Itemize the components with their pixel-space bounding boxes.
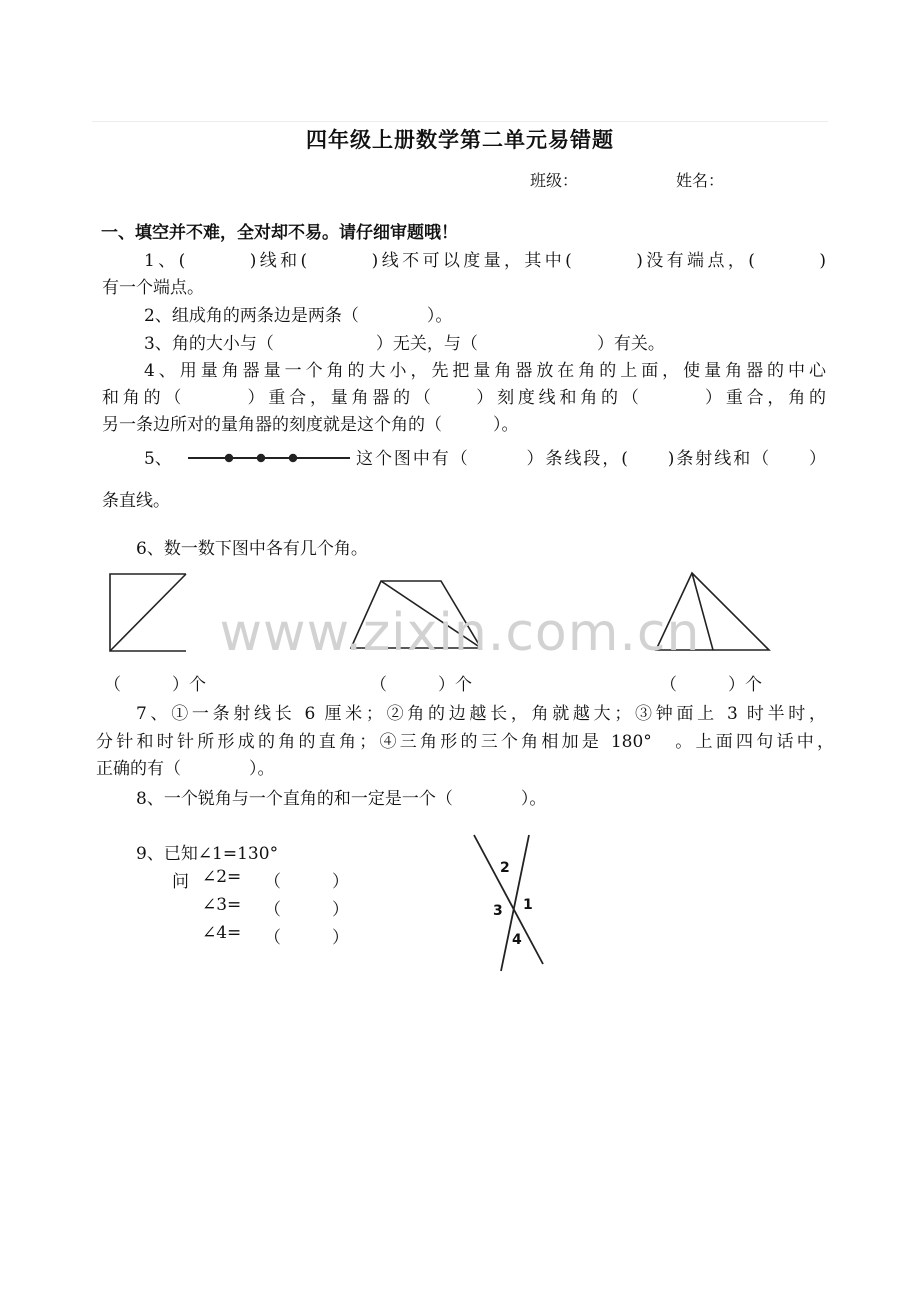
angle-2-mark: 2: [500, 860, 510, 876]
question-9-ask: 问: [172, 872, 189, 892]
question-4-line-2: 和角的（ ）重合，量角器的（ ）刻度线和角的（ ）重合，角的: [102, 388, 826, 408]
angle-2-label: ∠2=: [202, 867, 242, 887]
question-1-line-1: 1、( )线和( )线不可以度量，其中( )没有端点，( ): [144, 251, 826, 271]
q5-point-3: [290, 455, 296, 461]
question-4-line-3: 另一条边所对的量角器的刻度就是这个角的（ ）。: [102, 415, 519, 435]
question-4-line-1: 4、用量角器量一个角的大小，先把量角器放在角的上面，使量角器的中心: [144, 361, 826, 381]
question-7-line-1: 7、①一条射线长 6 厘米；②角的边越长，角就越大；③钟面上 3 时半时，: [136, 704, 826, 724]
question-5-line-2: 条直线。: [102, 491, 170, 511]
q5-line-figure: [188, 455, 350, 461]
angle-4-blank: （ ）: [264, 928, 349, 948]
angle-3-blank: （ ）: [264, 900, 349, 920]
question-3: 3、角的大小与（ ）无关，与（ ）有关。: [144, 334, 665, 354]
question-5-text: 这个图中有（ ）条线段，( )条射线和（ ）: [356, 449, 826, 469]
angle-4-mark: 4: [512, 932, 522, 948]
angle-2-blank: （ ）: [264, 872, 349, 892]
question-2: 2、组成角的两条边是两条（ ）。: [144, 306, 453, 326]
section-heading: 一、填空并不难，全对却不易。请仔细审题哦！: [101, 223, 458, 243]
angle-1-mark: 1: [523, 897, 533, 913]
q6-blank-1: （ ）个: [104, 675, 206, 695]
q6-blank-2: （ ）个: [370, 675, 472, 695]
angle-3-label: ∠3=: [202, 895, 242, 915]
q6-blank-3: （ ）个: [660, 675, 762, 695]
name-label: 姓名：: [676, 171, 725, 190]
question-1-line-2: 有一个端点。: [102, 278, 204, 298]
angle-4-label: ∠4=: [202, 923, 242, 943]
watermark: www.zixin.com.cn: [219, 603, 701, 663]
question-8: 8、一个锐角与一个直角的和一定是一个（ ）。: [136, 789, 547, 809]
question-5-number: 5、: [144, 449, 172, 469]
q5-point-2: [258, 455, 264, 461]
class-label: 班级：: [530, 171, 579, 190]
question-7-line-2: 分针和时针所形成的角的直角；④三角形的三个角相加是 180° 。上面四句话中，: [96, 732, 834, 752]
page-title: 四年级上册数学第二单元易错题: [306, 127, 614, 152]
angle-3-mark: 3: [493, 903, 503, 919]
q5-point-1: [226, 455, 232, 461]
question-7-line-3: 正确的有（ ）。: [96, 759, 275, 779]
question-9-given: 9、已知∠1=130°: [136, 844, 279, 864]
question-6: 6、数一数下图中各有几个角。: [136, 539, 368, 559]
